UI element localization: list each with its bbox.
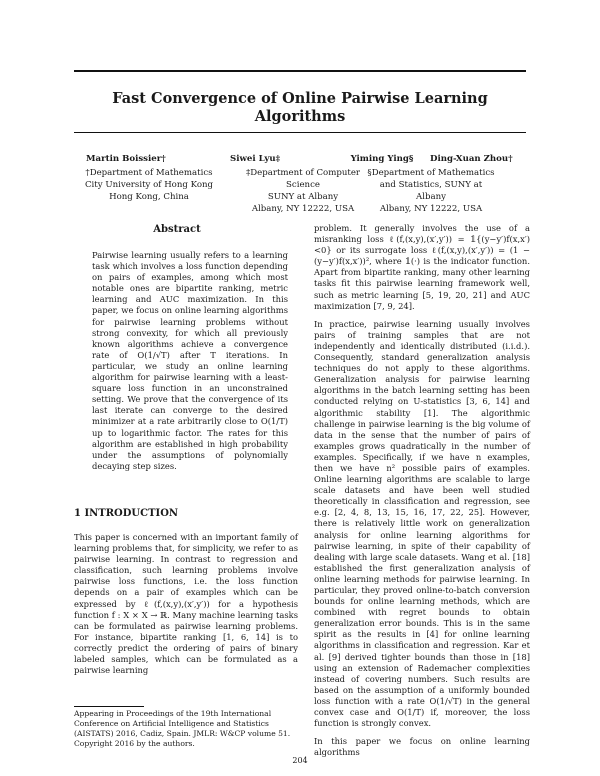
author-affiliation-line: City University of Hong Kong (84, 180, 214, 190)
intro-paragraph: This paper is concerned with an important family of learning problems that, for simplicity, we refer to as pairwise learning. In contrast to regression and classification, such learning problems involve pairwise loss functions, i.e. the loss function depends on a pair of examples which can be expressed by ℓ(f,(x,y),(x′,y′)) for a hypothesis function f : X × X → ℝ. Many machine learning tasks can be formulated as pairwise learning problems. For instance, bipartite ranking [1, 6, 14] is to correctly predict the ordering of pairs of binary labeled samples, which can be formulated as a pairwise learning (74, 532, 298, 676)
author-name: Martin Boissier† (86, 154, 166, 164)
author-affiliation-line: Albany, NY 12222, USA (251, 204, 355, 214)
page-number: 204 (292, 756, 308, 765)
abstract-body (92, 250, 288, 479)
author-name: Siwei Lyu‡ (230, 154, 281, 164)
title-rule-top (74, 70, 526, 72)
author-affiliation-line: §Department of Mathematics (367, 168, 495, 178)
paragraph: In practice, pairwise learning usually involves pairs of training samples that are not independently and identically distributed (i.i.d.). Consequently, standard generalization analysis techniques do not apply to these algorithms. Generalization analysis for pairwise learning algorithms in the batch learning setting has been conducted relying on U-statistics [3, 6, 14] and algorithmic stability [1]. The algorithmic challenge in pairwise learning is the big volume of data in the sense that the number of pairs of examples grows quadratically in the number of examples. Specifically, if we have n examples, then we have n² possible pairs of examples. Online learning algorithms are scalable to large scale datasets and have been well studied theoretically in classification and regression, see e.g. [2, 4, 8, 13, 15, 16, 17, 22, 25]. However, there is relatively little work on generalization analysis for online learning algorithms for pairwise learning, in spite of their capability of dealing with large scale datasets. Wang et al. [18] established the first generalization analysis of online learning methods for pairwise learning. In particular, they proved online-to-batch conversion bounds for online learning methods, which are combined with regret bounds to obtain generalization error bounds. This is in the same spirit as the results in [4] for online learning algorithms in classification and regression. Kar et al. [9] derived tighter bounds than those in [18] using an extension of Rademacher complexities instead of covering numbers. Such results are based on the assumption of a uniformly bounded loss function with a rate O(1/√T) in the general convex case and O(1/T) if, moreover, the loss function is strongly convex. (314, 318, 530, 729)
abstract-heading: Abstract (153, 224, 201, 235)
right-column (314, 223, 530, 765)
author-affiliation-line: ‡Department of Computer Science (245, 168, 361, 190)
author-affiliation-line: Albany, NY 12222, USA (379, 204, 483, 214)
author-name: Yiming Ying§ (350, 154, 414, 164)
introduction-body (74, 532, 298, 683)
footnote: Appearing in Proceedings of the 19th International Conference on Artificial Intelligence and Statistics (AISTATS) 2016, Cadiz, Spain. JMLR: W&CP volume 51. Copyright 2016 by the authors. (74, 709, 291, 748)
author-name: Ding-Xuan Zhou† (430, 154, 513, 164)
title-rule-bottom (74, 132, 526, 133)
paragraph: In this paper we focus on online learning algorithms (314, 736, 530, 758)
abstract-text: Pairwise learning usually refers to a learning task which involves a loss function depending on pairs of examples, among which most notable ones are bipartite ranking, metric learning and AUC maximization. In this paper, we focus on online learning algorithms for pairwise learning problems without strong convexity, for which all previously known algorithms achieve a convergence rate of O(1/√T) after T iterations. In particular, we study an online learning algorithm for pairwise learning with a least-square loss function in an unconstrained setting. We prove that the convergence of its last iterate can converge to the desired minimizer at a rate arbitrarily close to O(1/T) up to logarithmic factor. The rates for this algorithm are established in high probability under the assumptions of polynomially decaying step sizes. (92, 250, 288, 471)
author-block-4 (430, 153, 530, 167)
section-heading-introduction: 1 INTRODUCTION (74, 508, 179, 519)
author-affiliation-line: Hong Kong, China (109, 192, 189, 202)
author-affiliation-line: SUNY at Albany (267, 192, 339, 202)
author-affiliation-line: and Statistics, SUNY at Albany (379, 180, 483, 202)
author-block-1 (84, 153, 214, 203)
footnote-rule (74, 706, 144, 707)
author-affiliation-line: †Department of Mathematics (85, 168, 213, 178)
paragraph: problem. It generally involves the use of a misranking loss ℓ(f,(x,y),(x′,y′)) = 𝟙{(y−y′)f(x,x′)<0} or its surrogate loss ℓ(f,(x,y),(x′,y′)) = (1 − (y−y′)f(x,x′))², where 𝟙(·) is the indicator function. Apart from bipartite ranking, many other learning tasks fit this pairwise learning framework well, such as metric learning [5, 19, 20, 21] and AUC maximization [7, 9, 24]. (314, 223, 530, 311)
paper-title: Fast Convergence of Online Pairwise Learning Algorithms (112, 90, 488, 125)
